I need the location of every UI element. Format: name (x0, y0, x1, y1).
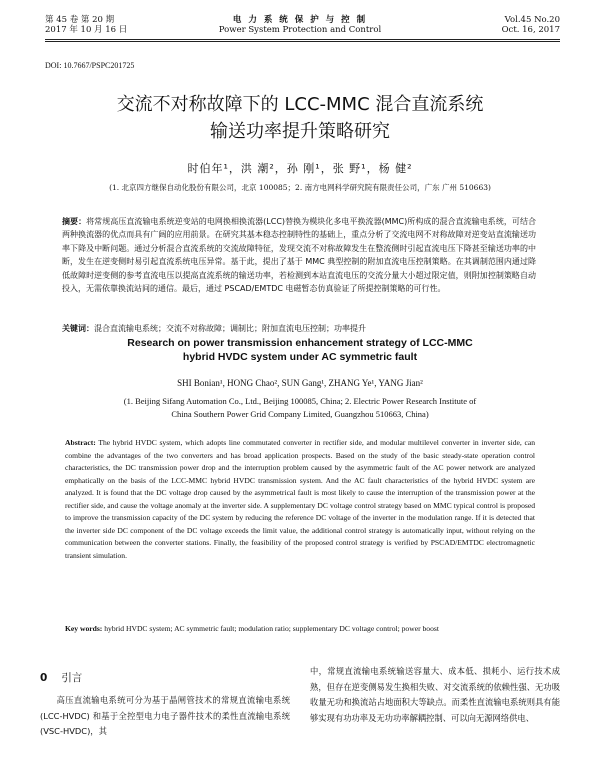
affiliations-en (100, 395, 500, 421)
keywords-en-text: hybrid HVDC system; AC symmetric fault; modulation ratio; supplementary DC voltage control; power boost (104, 624, 439, 633)
title-cn-line1: 交流不对称故障下的 LCC-MMC 混合直流系统 (116, 94, 484, 115)
title-en (80, 336, 520, 364)
title-cn-line2: 输送功率提升策略研究 (210, 121, 390, 142)
authors-en: SHI Bonian¹, HONG Chao², SUN Gang¹, ZHANG Ye¹, YANG Jian² (177, 378, 423, 388)
title-en-line1: Research on power transmission enhancement strategy of LCC-MMC (127, 337, 473, 349)
doi: DOI: 10.7667/PSPC201725 (45, 61, 135, 70)
header-right (502, 15, 560, 35)
date-cn: 2017 年 10 月 16 日 (45, 25, 128, 35)
abstract-en-label: Abstract: (65, 438, 96, 447)
abstract-cn-label: 摘要： (62, 217, 87, 226)
header-left (45, 15, 127, 35)
keywords-cn-label: 关键词： (62, 324, 94, 333)
authors-cn: 时伯年¹，洪 潮²，孙 刚¹，张 野¹，杨 健² (187, 162, 413, 175)
journal-name-en: Power System Protection and Control (218, 25, 382, 35)
affiliations-cn: (1. 北京四方继保自动化股份有限公司，北京 100085；2. 南方电网科学研究院有限责任公司，广东 广州 510663) (109, 183, 491, 192)
abstract-en-text: The hybrid HVDC system, which adopts line commutated converter in rectifier side, and modular multilevel converter in inverter side, can combine the advantages of the two converters and has broad application prospects. Based on the study of the basic steady-state operation control characteristics, the DC transmission power drop and the interruption problem caused by the asymmetric fault of the AC power network are analyzed emphatically on the basis of the LCC-MMC hybrid HVDC transmission system. And the AC fault characteristics of the hybrid HVDC system are analyzed. It is found that the DC voltage drop caused by the asymmetrical fault is most likely to cause the interruption of the transmission power at the rectifier side, and cause the voltage anomaly at the inverter side. A supplementary DC voltage control strategy based on MMC typical control is proposed to improve the transmission capacity of the DC system by reducing the reference DC voltage of the inverter in the modulation range. If it is detected that the inverter side DC component of the DC voltage exceeds the limit value, the additional control strategy is automatically input, without relying on the communication between the converter stations. Finally, the feasibility of the proposed control strategy is verified by PSCAD/EMTDC electromagnetic transient simulation. (65, 438, 535, 560)
volume-en: Vol.45 No.20 (504, 15, 560, 25)
section-title: 引言 (61, 672, 83, 684)
header-rule-top (45, 39, 560, 40)
date-en: Oct. 16, 2017 (501, 25, 560, 35)
section-number: 0 (40, 672, 48, 684)
abstract-cn (62, 215, 536, 295)
body-column-right: 中，常规直流输电系统输送容量大、成本低、损耗小、运行技术成熟，但存在逆变侧易发生换相失败、对交流系统的依赖性强、无功吸收量无功和换流站占地面积大等缺点。而柔性直流输电系统则具有能够实现有功功率及无功功率解耦控制、可以向无源网络供电、 (310, 666, 560, 723)
keywords-en-label: Key words: (65, 624, 103, 633)
affiliations-en-line2: China Southern Power Grid Company Limited, Guangzhou 510663, China) (171, 409, 429, 419)
keywords-cn (62, 323, 536, 334)
affiliations-en-line1: (1. Beijing Sifang Automation Co., Ltd., Beijing 100085, China; 2. Electric Power Research Institute of (123, 396, 477, 406)
volume-cn: 第 45 卷 第 20 期 (45, 15, 115, 25)
section-heading (40, 670, 82, 685)
body-column-left: 高压直流输电系统可分为基于晶闸管技术的常规直流输电系统 (LCC-HVDC) 和基于全控型电力电子器件技术的柔性直流输电系统 (VSC-HVDC)，其 (40, 695, 290, 736)
keywords-cn-text: 混合直流输电系统；交流不对称故障；调制比；附加直流电压控制；功率提升 (94, 324, 366, 333)
keywords-en (65, 623, 535, 636)
header-rule-bottom (45, 41, 560, 42)
title-en-line2: hybrid HVDC system under AC symmetric fault (182, 351, 418, 363)
abstract-cn-text: 将常规高压直流输电系统逆变站的电网换相换流器(LCC)替换为模块化多电平换流器(MMC)所构成的混合直流输电系统，可结合两种换流器的优点而具有广阔的应用前景。在研究其基本稳态控制特性的基础上，重点分析了交流电网不对称故障对逆变站直流输送功率下降及中断问题。通过分析混合直流系统的交流故障特征，发现交流不对称故障发生在整流侧时引起直流电压下降甚至输送功率的中断，发生在逆变侧时易引起直流系统电压异常。基于此，提出了基于 MMC 典型控制的附加直流电压控制策略。在其调制范围内通过降低故障时逆变侧的参考直流电压以提高直流系统的输送功率，若检测到本站直流电压的交流分量大小超过限定值，则附加控制策略自动投入，无需依靠换流站间的通信。最后，通过 PSCAD/EMTDC 电磁暂态仿真验证了所提控制策略的可行性。 (62, 217, 537, 294)
title-cn (60, 91, 540, 145)
abstract-en (65, 437, 535, 562)
header-center (150, 15, 450, 35)
journal-name-cn: 电 力 系 统 保 护 与 控 制 (232, 15, 368, 25)
